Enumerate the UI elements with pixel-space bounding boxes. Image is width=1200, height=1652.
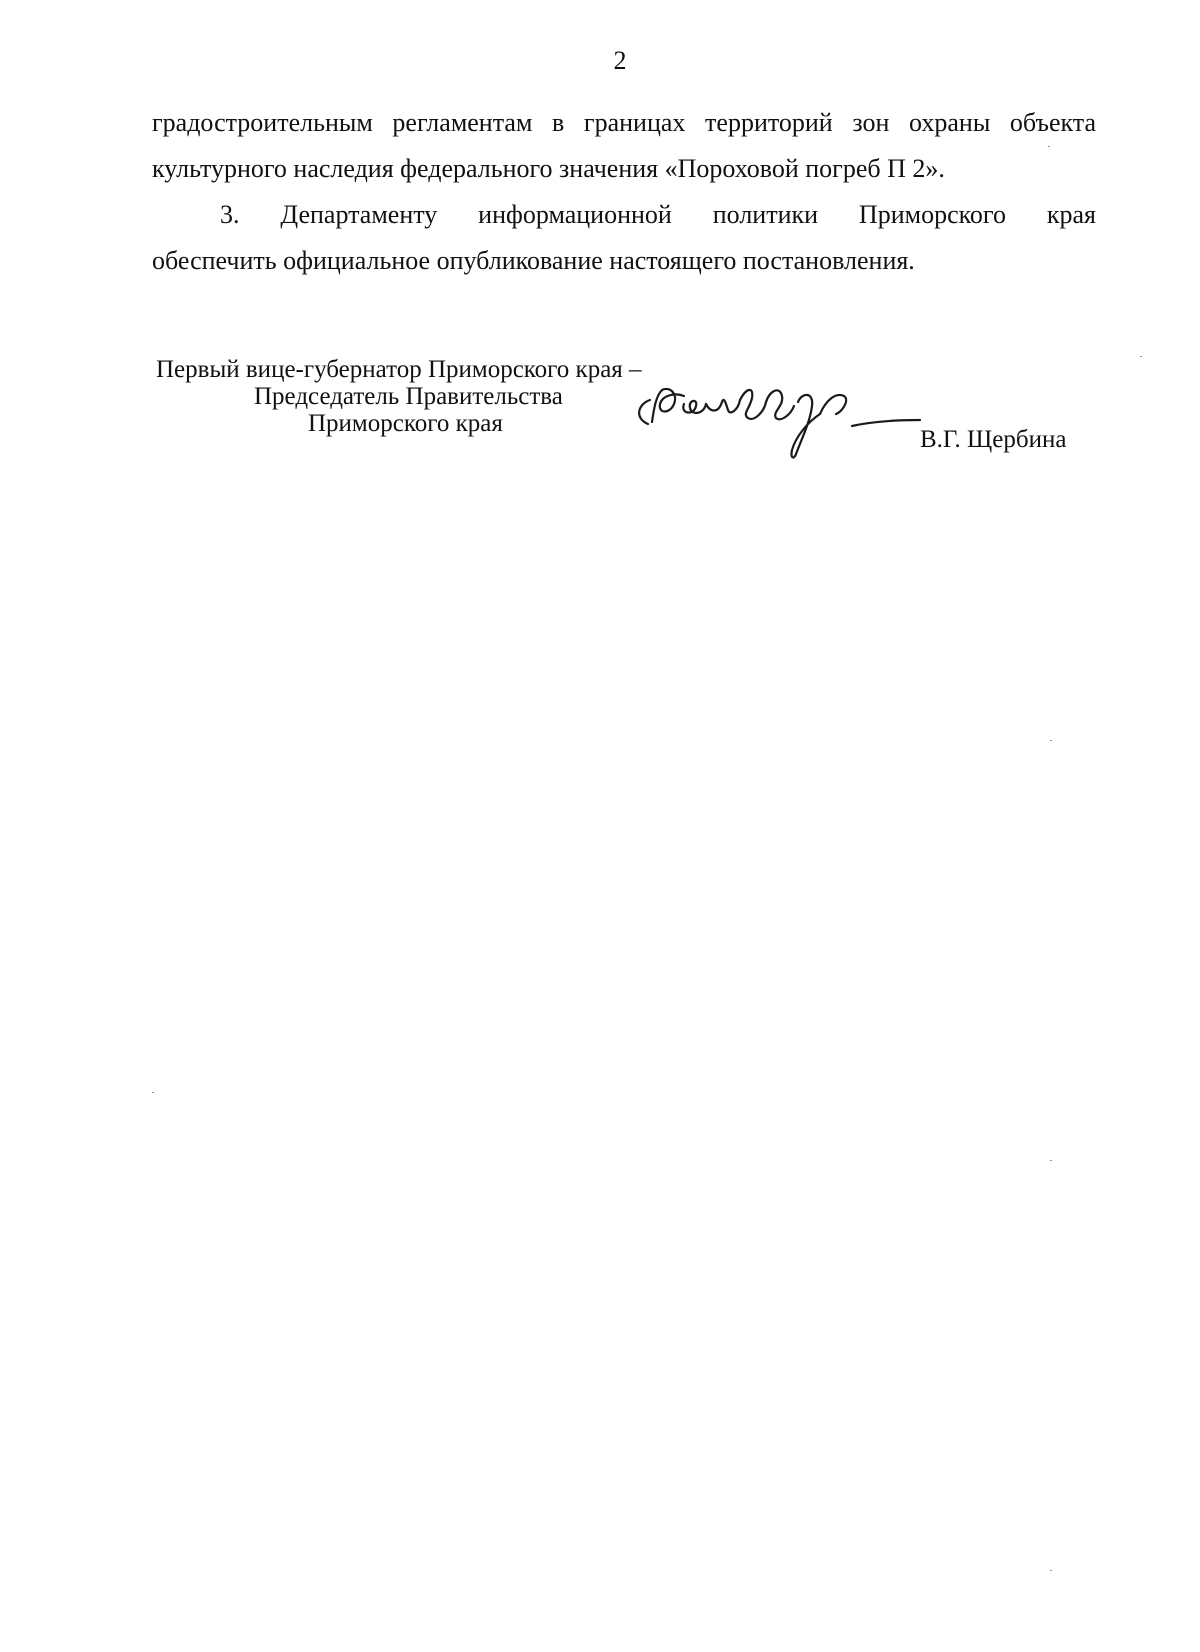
position-line: Председатель Правительства bbox=[254, 383, 563, 410]
position-line: Первый вице-губернатор Приморского края – bbox=[156, 356, 642, 383]
scan-speck bbox=[1050, 1160, 1052, 1161]
scan-speck bbox=[152, 1092, 154, 1093]
handwritten-signature bbox=[630, 378, 930, 478]
scan-speck bbox=[1050, 740, 1052, 741]
paragraph-line: культурного наследия федерального значения «Пороховой погреб П 2». bbox=[152, 154, 945, 183]
page-number: 2 bbox=[613, 46, 627, 75]
scan-speck bbox=[1048, 146, 1050, 147]
paragraph-line: 3. Департаменту информационной политики Приморского края bbox=[220, 200, 1096, 229]
paragraph-line: обеспечить официальное опубликование настоящего постановления. bbox=[152, 246, 915, 275]
paragraph-continued bbox=[152, 100, 1096, 192]
position-line: Приморского края bbox=[308, 410, 503, 437]
paragraph-3 bbox=[152, 192, 1096, 284]
signer-name: В.Г. Щербина bbox=[920, 426, 1067, 453]
scan-speck bbox=[1140, 356, 1142, 357]
paragraph-line: градостроительным регламентам в границах территорий зон охраны объекта bbox=[152, 108, 1096, 137]
scan-speck bbox=[1050, 1570, 1052, 1571]
